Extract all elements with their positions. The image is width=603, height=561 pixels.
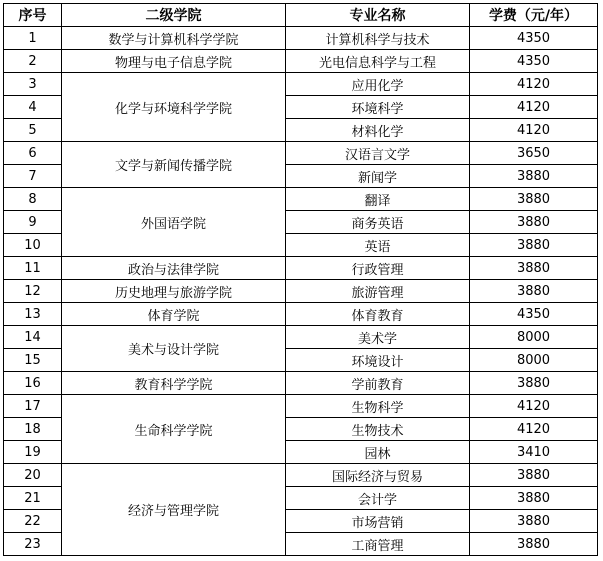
- cell-fee: 3880: [470, 372, 598, 395]
- cell-no: 4: [4, 96, 62, 119]
- cell-college: 外国语学院: [62, 188, 286, 257]
- cell-no: 11: [4, 257, 62, 280]
- cell-major: 行政管理: [286, 257, 470, 280]
- cell-fee: 4120: [470, 73, 598, 96]
- cell-fee: 3880: [470, 234, 598, 257]
- table-row: [4, 27, 598, 50]
- cell-major: 计算机科学与技术: [286, 27, 470, 50]
- table-row: [4, 395, 598, 418]
- cell-no: 20: [4, 464, 62, 487]
- cell-no: 19: [4, 441, 62, 464]
- cell-no: 6: [4, 142, 62, 165]
- cell-fee: 4120: [470, 418, 598, 441]
- cell-college: 生命科学学院: [62, 395, 286, 464]
- header-row: [4, 4, 598, 27]
- cell-fee: 3880: [470, 510, 598, 533]
- table-row: [4, 188, 598, 211]
- header-fee: 学费（元/年）: [470, 4, 598, 27]
- cell-college: 文学与新闻传播学院: [62, 142, 286, 188]
- header-college: 二级学院: [62, 4, 286, 27]
- cell-major: 环境设计: [286, 349, 470, 372]
- cell-college: 数学与计算机科学学院: [62, 27, 286, 50]
- cell-major: 会计学: [286, 487, 470, 510]
- cell-fee: 4350: [470, 27, 598, 50]
- cell-major: 市场营销: [286, 510, 470, 533]
- cell-college: 美术与设计学院: [62, 326, 286, 372]
- cell-fee: 3880: [470, 211, 598, 234]
- cell-fee: 8000: [470, 326, 598, 349]
- cell-no: 12: [4, 280, 62, 303]
- cell-fee: 3880: [470, 280, 598, 303]
- header-no: 序号: [4, 4, 62, 27]
- cell-major: 美术学: [286, 326, 470, 349]
- table-row: [4, 142, 598, 165]
- cell-major: 材料化学: [286, 119, 470, 142]
- cell-fee: 3880: [470, 533, 598, 556]
- cell-major: 应用化学: [286, 73, 470, 96]
- table-row: [4, 372, 598, 395]
- cell-major: 国际经济与贸易: [286, 464, 470, 487]
- cell-major: 生物技术: [286, 418, 470, 441]
- cell-no: 1: [4, 27, 62, 50]
- cell-major: 汉语言文学: [286, 142, 470, 165]
- tuition-table: [3, 3, 598, 556]
- table-body: [4, 27, 598, 556]
- cell-major: 翻译: [286, 188, 470, 211]
- cell-fee: 3880: [470, 188, 598, 211]
- cell-fee: 3880: [470, 257, 598, 280]
- table-row: [4, 303, 598, 326]
- cell-fee: 4350: [470, 50, 598, 73]
- cell-college: 经济与管理学院: [62, 464, 286, 556]
- cell-major: 学前教育: [286, 372, 470, 395]
- cell-fee: 3880: [470, 165, 598, 188]
- cell-major: 体育教育: [286, 303, 470, 326]
- cell-fee: 4120: [470, 395, 598, 418]
- cell-no: 18: [4, 418, 62, 441]
- cell-no: 8: [4, 188, 62, 211]
- table-row: [4, 257, 598, 280]
- cell-major: 旅游管理: [286, 280, 470, 303]
- cell-fee: 3880: [470, 487, 598, 510]
- cell-no: 10: [4, 234, 62, 257]
- cell-fee: 8000: [470, 349, 598, 372]
- cell-no: 5: [4, 119, 62, 142]
- cell-college: 政治与法律学院: [62, 257, 286, 280]
- cell-college: 教育科学学院: [62, 372, 286, 395]
- cell-major: 光电信息科学与工程: [286, 50, 470, 73]
- cell-fee: 3410: [470, 441, 598, 464]
- cell-no: 13: [4, 303, 62, 326]
- cell-no: 17: [4, 395, 62, 418]
- cell-college: 体育学院: [62, 303, 286, 326]
- cell-major: 工商管理: [286, 533, 470, 556]
- cell-no: 21: [4, 487, 62, 510]
- cell-fee: 4120: [470, 96, 598, 119]
- cell-major: 环境科学: [286, 96, 470, 119]
- cell-college: 化学与环境科学学院: [62, 73, 286, 142]
- cell-no: 7: [4, 165, 62, 188]
- table-row: [4, 73, 598, 96]
- cell-no: 15: [4, 349, 62, 372]
- table-row: [4, 50, 598, 73]
- cell-no: 9: [4, 211, 62, 234]
- table-row: [4, 326, 598, 349]
- cell-no: 2: [4, 50, 62, 73]
- cell-no: 16: [4, 372, 62, 395]
- cell-no: 14: [4, 326, 62, 349]
- cell-major: 新闻学: [286, 165, 470, 188]
- header-major: 专业名称: [286, 4, 470, 27]
- table-row: [4, 464, 598, 487]
- cell-fee: 4350: [470, 303, 598, 326]
- cell-major: 商务英语: [286, 211, 470, 234]
- cell-no: 23: [4, 533, 62, 556]
- cell-fee: 4120: [470, 119, 598, 142]
- cell-fee: 3880: [470, 464, 598, 487]
- cell-major: 生物科学: [286, 395, 470, 418]
- table-row: [4, 280, 598, 303]
- cell-fee: 3650: [470, 142, 598, 165]
- cell-college: 历史地理与旅游学院: [62, 280, 286, 303]
- cell-no: 3: [4, 73, 62, 96]
- cell-college: 物理与电子信息学院: [62, 50, 286, 73]
- cell-no: 22: [4, 510, 62, 533]
- cell-major: 英语: [286, 234, 470, 257]
- cell-major: 园林: [286, 441, 470, 464]
